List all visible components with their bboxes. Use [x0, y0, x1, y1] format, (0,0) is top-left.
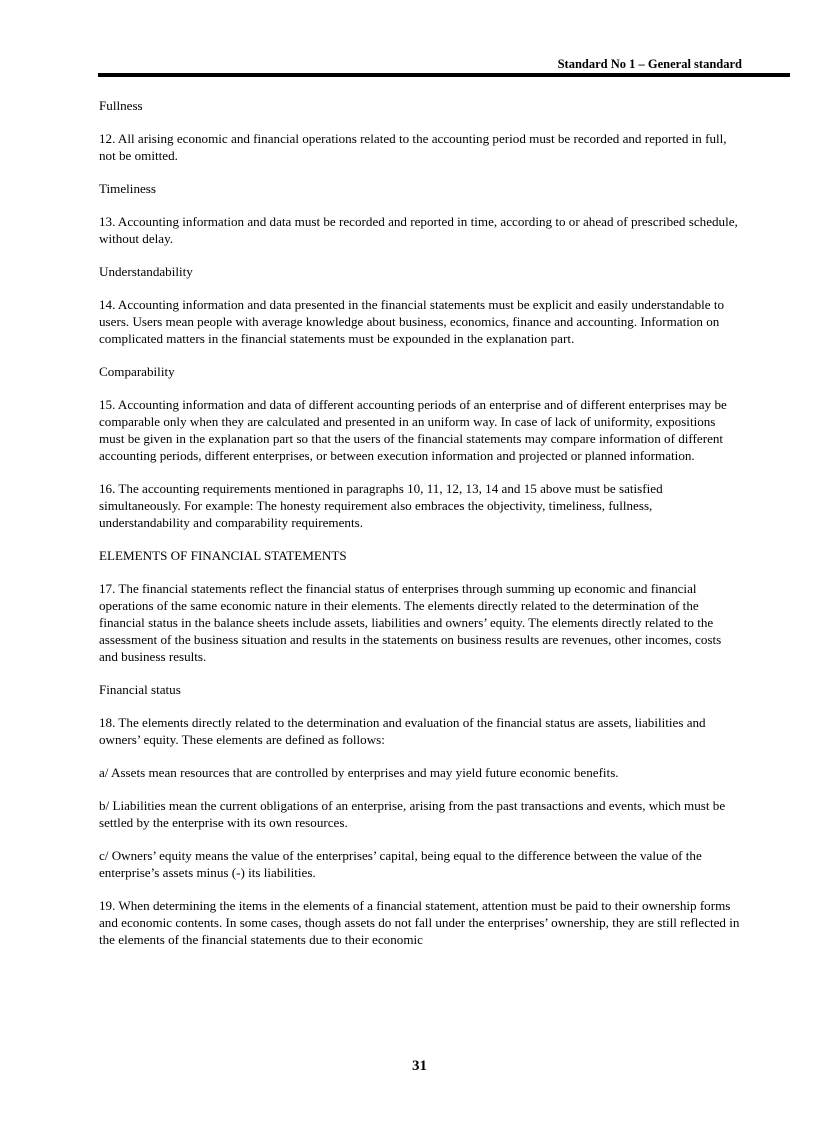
paragraph-15: 15. Accounting information and data of different accounting periods of an enterprise and of different enterprises may be comparable only when they are calculated and presented in an uniform way. In case of lack of uniformity, expositions must be given in the explanation part so that the users of the financial statements may compare information of different accounting periods, different enterprises, or between execution information and projected or planned information.	[99, 397, 727, 463]
paragraph-18: 18. The elements directly related to the determination and evaluation of the financial status are assets, liabilities and owners’ equity. These elements are defined as follows:	[99, 715, 706, 747]
header-rule	[98, 73, 790, 77]
paragraph-14: 14. Accounting information and data presented in the financial statements must be explicit and easily understandable to users. Users mean people with average knowledge about business, economics, finance and accounting. Information on complicated matters in the financial statements must be expounded in the explanation part.	[99, 297, 725, 346]
paragraph-18b: b/ Liabilities mean the current obligations of an enterprise, arising from the past transactions and events, which must be settled by the enterprise with its own resources.	[99, 798, 726, 830]
paragraph-18a: a/ Assets mean resources that are controlled by enterprises and may yield future economic benefits.	[99, 765, 619, 780]
page-number: 31	[412, 1058, 427, 1074]
section-heading-understandability: Understandability	[99, 264, 193, 279]
paragraph-17: 17. The financial statements reflect the financial status of enterprises through summing up economic and financial operations of the same economic nature in their elements. The elements directly related to the determination of the financial status in the balance sheets include assets, liabilities and owners’ equity. The elements directly related to the assessment of the business situation and results in the statements on business results are revenues, other incomes, costs and business results.	[99, 581, 722, 664]
running-header-title: Standard No 1 – General standard	[557, 57, 742, 71]
paragraph-19: 19. When determining the items in the elements of a financial statement, attention must be paid to their ownership forms and economic contents. In some cases, though assets do not fall under the enterprises’ ownership, they are still reflected in the elements of the financial statements due to their economic	[99, 898, 740, 947]
paragraph-16: 16. The accounting requirements mentioned in paragraphs 10, 11, 12, 13, 14 and 15 above must be satisfied simultaneously. For example: The honesty requirement also embraces the objectivity, timeliness, fullness, understandability and comparability requirements.	[99, 481, 663, 530]
document-body	[99, 97, 743, 964]
paragraph-12: 12. All arising economic and financial operations related to the accounting period must be recorded and reported in full, not be omitted.	[99, 131, 727, 163]
section-heading-fullness: Fullness	[99, 98, 143, 113]
paragraph-18c: c/ Owners’ equity means the value of the enterprises’ capital, being equal to the difference between the value of the enterprise’s assets minus (-) its liabilities.	[99, 848, 702, 880]
section-heading-elements: ELEMENTS OF FINANCIAL STATEMENTS	[99, 548, 347, 563]
section-heading-financial-status: Financial status	[99, 682, 181, 697]
section-heading-timeliness: Timeliness	[99, 181, 156, 196]
section-heading-comparability: Comparability	[99, 364, 175, 379]
paragraph-13: 13. Accounting information and data must be recorded and reported in time, according to or ahead of prescribed schedule, without delay.	[99, 214, 738, 246]
